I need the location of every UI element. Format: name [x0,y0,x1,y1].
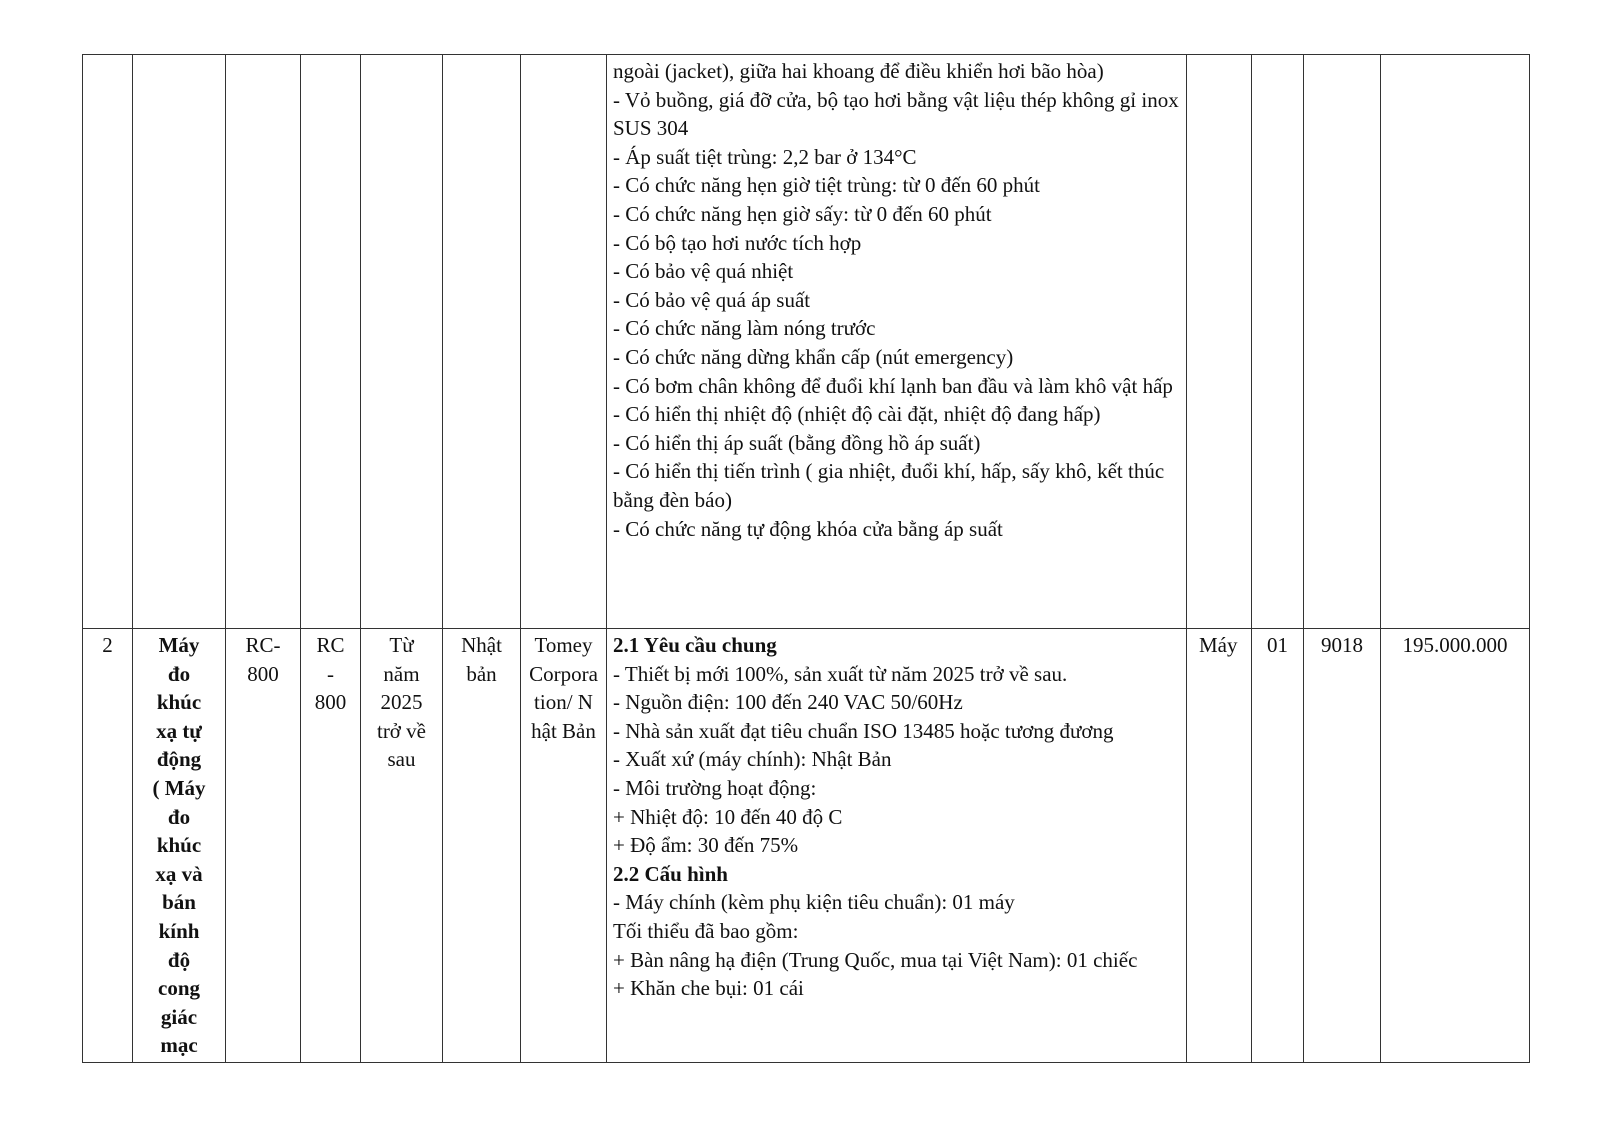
description-line: - Có bơm chân không để đuổi khí lạnh ban đầu và làm khô vật hấp [613,373,1173,398]
unit-cell: Máy [1187,629,1252,1063]
description-cell [607,55,1187,629]
table-row [83,629,1530,1063]
origin-cell [443,55,521,629]
description-line: - Có bộ tạo hơi nước tích hợp [613,230,862,255]
section-title: 2.2 Cấu hình [613,861,728,886]
description-line: - Nguồn điện: 100 đến 240 VAC 50/60Hz [613,690,963,715]
model-a-cell: RC-800 [226,629,301,1063]
description-line: - Thiết bị mới 100%, sản xuất từ năm 2025 trở về sau. [613,661,1068,686]
description-line: - Xuất xứ (máy chính): Nhật Bản [613,747,892,772]
manufacturer-cell: Tomey Corporation/ Nhật Bản [521,629,607,1063]
year-cell [361,55,443,629]
description-line: + Nhiệt độ: 10 đến 40 độ C [613,804,843,829]
name-cell [133,55,226,629]
equipment-spec-table [82,54,1530,1063]
unit-cell [1187,55,1252,629]
description-line: - Có chức năng tự động khóa cửa bằng áp suất [613,516,1003,541]
quantity-cell [1252,55,1304,629]
description-cell [607,629,1187,1063]
price-cell: 195.000.000 [1381,629,1530,1063]
price-cell [1381,55,1530,629]
hs-code-cell: 9018 [1304,629,1381,1063]
description-line: - Có chức năng hẹn giờ sấy: từ 0 đến 60 phút [613,201,992,226]
origin-cell: Nhật bản [443,629,521,1063]
description-line: - Máy chính (kèm phụ kiện tiêu chuẩn): 01 máy [613,890,1015,915]
model-b-cell: RC - 800 [301,629,361,1063]
description-line: + Độ ẩm: 30 đến 75% [613,833,799,858]
description-line: - Môi trường hoạt động: [613,775,817,800]
model-b-cell [301,55,361,629]
manufacturer-cell [521,55,607,629]
model-a-cell [226,55,301,629]
description-line: - Có bảo vệ quá nhiệt [613,259,794,284]
description-line: - Nhà sản xuất đạt tiêu chuẩn ISO 13485 hoặc tương đương [613,718,1114,743]
name-cell: Máy đo khúc xạ tự động ( Máy đo khúc xạ và bán kính độ cong giác mạc [133,629,226,1063]
description-line: + Bàn nâng hạ điện (Trung Quốc, mua tại Việt Nam): 01 chiếc [613,947,1138,972]
description-line: - Có hiển thị tiến trình ( gia nhiệt, đuổi khí, hấp, sấy khô, kết thúc bằng đèn báo) [613,459,1165,512]
description-line: - Có chức năng dừng khẩn cấp (nút emergency) [613,344,1014,369]
stt-cell: 2 [83,629,133,1063]
quantity-cell: 01 [1252,629,1304,1063]
description-line: - Có hiển thị áp suất (bằng đồng hồ áp suất) [613,430,981,455]
description-line: + Khăn che bụi: 01 cái [613,976,804,1001]
description-line: - Có chức năng hẹn giờ tiệt trùng: từ 0 đến 60 phút [613,173,1040,198]
description-line: - Có hiển thị nhiệt độ (nhiệt độ cài đặt, nhiệt độ đang hấp) [613,402,1101,427]
description-line: - Có chức năng làm nóng trước [613,316,876,341]
year-cell: Từ năm 2025 trở về sau [361,629,443,1063]
stt-cell [83,55,133,629]
hs-code-cell [1304,55,1381,629]
section-title: 2.1 Yêu cầu chung [613,633,777,657]
description-line: Tối thiểu đã bao gồm: [613,918,799,943]
description-line: - Vỏ buồng, giá đỡ cửa, bộ tạo hơi bằng vật liệu thép không gỉ inox SUS 304 [613,87,1179,141]
table-row [83,55,1530,629]
description-line: - Áp suất tiệt trùng: 2,2 bar ở 134°C [613,144,917,169]
description-line: - Có bảo vệ quá áp suất [613,287,811,312]
description-line: ngoài (jacket), giữa hai khoang để điều khiển hơi bão hòa) [613,59,1104,83]
